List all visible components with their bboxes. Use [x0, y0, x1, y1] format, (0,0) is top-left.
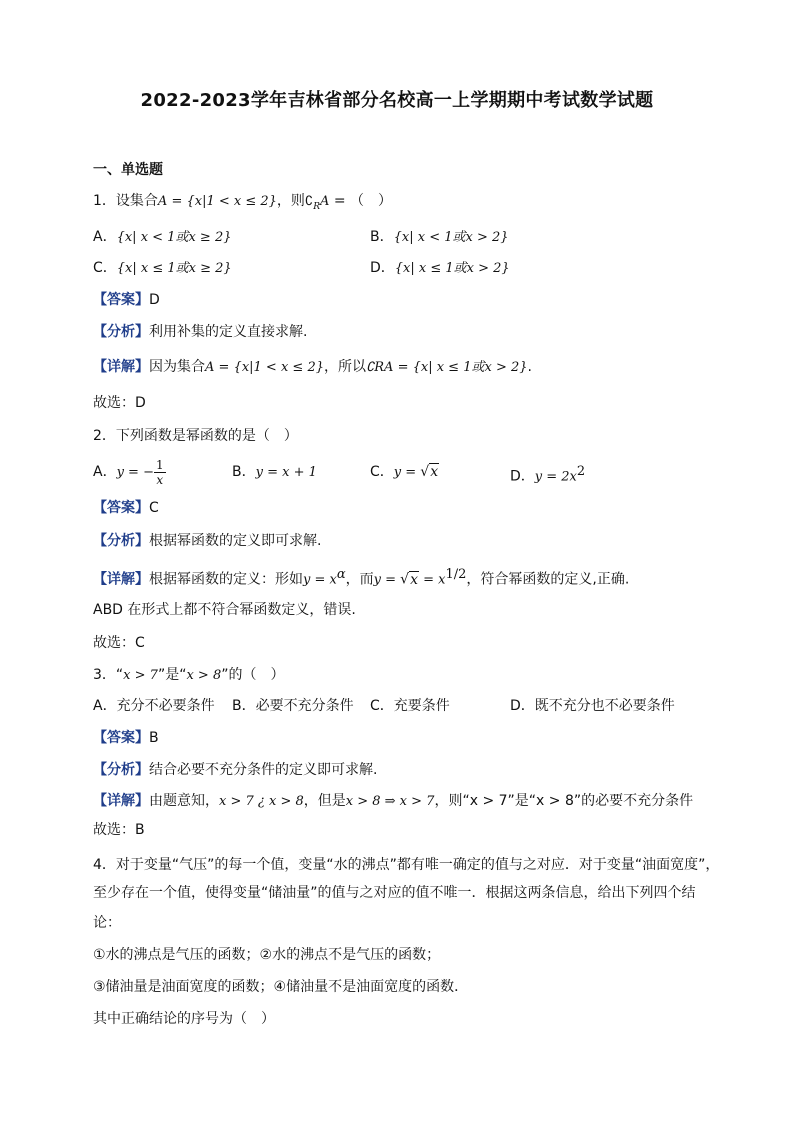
q3-stem	[93, 665, 284, 686]
detail-mid: ，所以	[324, 359, 366, 375]
option-text: 充分不必要条件	[116, 698, 215, 714]
detail-prefix: 因为集合	[149, 359, 205, 375]
detail-sqrt-radicand: x	[410, 571, 418, 588]
analysis-label: 【分析】	[93, 762, 149, 778]
fraction-denominator: x	[156, 472, 164, 487]
q3-stem-suffix: ”的（ ）	[221, 667, 285, 683]
detail-math-set: A = {x|1 < x ≤ 2}	[205, 360, 324, 375]
q1-stem	[93, 191, 392, 217]
detail-suffix: ，则“x > 7”是“x > 8”的必要不充分条件	[434, 793, 694, 809]
detail-math-eq: = x	[418, 572, 446, 588]
q2-answer	[93, 498, 159, 518]
detail-suffix: ，符合幂函数的定义,正确.	[466, 571, 630, 588]
sqrt-sign: √	[400, 571, 410, 588]
option-letter: C．	[370, 698, 394, 714]
option-text: 既不充分也不必要条件	[534, 698, 675, 714]
q2-option-c	[370, 462, 439, 483]
detail-suffix: .	[527, 359, 532, 375]
detail-mid: ，但是	[303, 793, 346, 809]
q4-line-3: 论：	[93, 915, 121, 931]
q1-option-c	[93, 258, 232, 279]
analysis-label: 【分析】	[93, 324, 149, 340]
detail-exponent-half: 1/2	[445, 567, 467, 582]
detail-prefix: 根据幂函数的定义：形如	[149, 571, 303, 588]
q1-answer	[93, 290, 160, 310]
q3-stem-math2: x > 8	[186, 668, 222, 683]
detail-mid: ，而	[345, 571, 374, 588]
answer-value: C	[149, 500, 159, 516]
q2-option-a	[93, 455, 166, 490]
option-text: {x| x < 1或x > 2}	[393, 230, 509, 245]
page-title: 2022-2023学年吉林省部分名校高一上学期期中考试数学试题	[140, 90, 654, 111]
option-text: 充要条件	[393, 698, 450, 714]
detail-prefix: 由题意知，	[149, 793, 219, 809]
q3-stem-prefix: 3．“	[93, 667, 124, 683]
option-letter: C．	[370, 464, 394, 480]
detail-math-result: ∁RA = {x| x ≤ 1或x > 2}	[366, 360, 528, 375]
q1-stem-complement: ∁	[304, 194, 314, 209]
detail-math-not-implies: x > 7 ¿ x > 8	[219, 794, 304, 809]
q1-stem-complement-sub: R	[313, 201, 320, 212]
option-text: {x| x < 1或x ≥ 2}	[116, 230, 232, 245]
answer-label: 【答案】	[93, 292, 149, 308]
q1-stem-suffix: = （ ）	[329, 193, 393, 209]
q1-stem-prefix: 1．设集合	[93, 193, 158, 209]
answer-label: 【答案】	[93, 500, 149, 516]
q3-stem-mid: ”是“	[157, 667, 187, 683]
q2-option-d	[510, 462, 585, 488]
option-exponent: 2	[576, 464, 586, 479]
detail-exponent-alpha: α	[336, 567, 346, 582]
option-letter: B．	[370, 229, 394, 245]
q3-stem-math1: x > 7	[123, 668, 158, 683]
q2-analysis	[93, 531, 321, 551]
answer-value: B	[149, 730, 159, 746]
q3-option-d	[510, 696, 675, 716]
q3-analysis	[93, 760, 377, 780]
q1-conclusion: 故选：D	[93, 395, 146, 411]
q4-line-2: 至少存在一个值，使得变量“储油量”的值与之对应的值不唯一．根据这两条信息，给出下列四个结	[93, 885, 696, 901]
q3-detail	[93, 791, 693, 812]
option-math: y = −	[116, 465, 154, 480]
q1-option-a	[93, 227, 231, 248]
q3-conclusion: 故选：B	[93, 822, 145, 838]
detail-math-power: y = x	[303, 572, 337, 588]
q2-conclusion: 故选：C	[93, 635, 145, 651]
q3-answer	[93, 728, 159, 748]
option-letter: A．	[93, 464, 117, 480]
q1-option-b	[370, 227, 509, 248]
q4-line-4: ①水的沸点是气压的函数；②水的沸点不是气压的函数；	[93, 947, 441, 963]
option-math: y =	[393, 465, 421, 480]
detail-label: 【详解】	[93, 571, 149, 588]
analysis-label: 【分析】	[93, 533, 149, 549]
q1-detail	[93, 357, 532, 378]
answer-value: D	[149, 292, 160, 308]
option-letter: A．	[93, 229, 117, 245]
option-letter: B．	[232, 464, 256, 480]
q3-option-a	[93, 696, 215, 716]
q1-stem-set: A = {x|1 < x ≤ 2}	[157, 194, 277, 209]
option-letter: D．	[370, 260, 395, 276]
analysis-text: 根据幂函数的定义即可求解.	[149, 533, 322, 549]
q2-stem: 2．下列函数是幂函数的是（ ）	[93, 428, 298, 444]
option-letter: A．	[93, 698, 117, 714]
option-letter: D．	[510, 468, 535, 485]
detail-label: 【详解】	[93, 359, 149, 375]
option-text: {x| x ≤ 1或x ≥ 2}	[116, 261, 232, 276]
option-text: {x| x ≤ 1或x > 2}	[394, 261, 510, 276]
option-fraction	[154, 458, 166, 487]
option-math: y = 2x	[534, 469, 577, 485]
q1-stem-mid: ，则	[276, 193, 305, 209]
analysis-text: 结合必要不充分条件的定义即可求解.	[149, 762, 378, 778]
q1-option-d	[370, 258, 510, 279]
q2-detail	[93, 565, 629, 591]
q1-stem-set-name: A	[319, 194, 330, 209]
option-letter: D．	[510, 698, 535, 714]
detail-math-y: y =	[373, 572, 401, 588]
q4-line-6: 其中正确结论的序号为（ ）	[93, 1011, 275, 1027]
q4-line-1: 4．对于变量“气压”的每一个值，变量“水的沸点”都有唯一确定的值与之对应．对于变量“油面宽度”，	[93, 857, 720, 873]
detail-label: 【详解】	[93, 793, 149, 809]
q2-note: ABD 在形式上都不符合幂函数定义，错误.	[93, 602, 356, 618]
q3-option-b	[232, 696, 354, 716]
option-text: 必要不充分条件	[255, 698, 354, 714]
answer-label: 【答案】	[93, 730, 149, 746]
sqrt-sign: √	[420, 464, 430, 480]
analysis-text: 利用补集的定义直接求解.	[149, 324, 308, 340]
option-letter: B．	[232, 698, 256, 714]
q4-line-5: ③储油量是油面宽度的函数；④储油量不是油面宽度的函数．	[93, 979, 469, 995]
section-heading: 一、单选题	[93, 162, 163, 178]
fraction-numerator: 1	[155, 457, 164, 472]
sqrt-radicand: x	[430, 464, 439, 480]
q1-analysis	[93, 322, 307, 342]
q2-option-b	[232, 462, 317, 483]
q3-option-c	[370, 696, 450, 716]
option-letter: C．	[93, 260, 117, 276]
option-math: y = x + 1	[255, 465, 317, 480]
detail-math-implies: x > 8 ⇒ x > 7	[345, 794, 435, 809]
